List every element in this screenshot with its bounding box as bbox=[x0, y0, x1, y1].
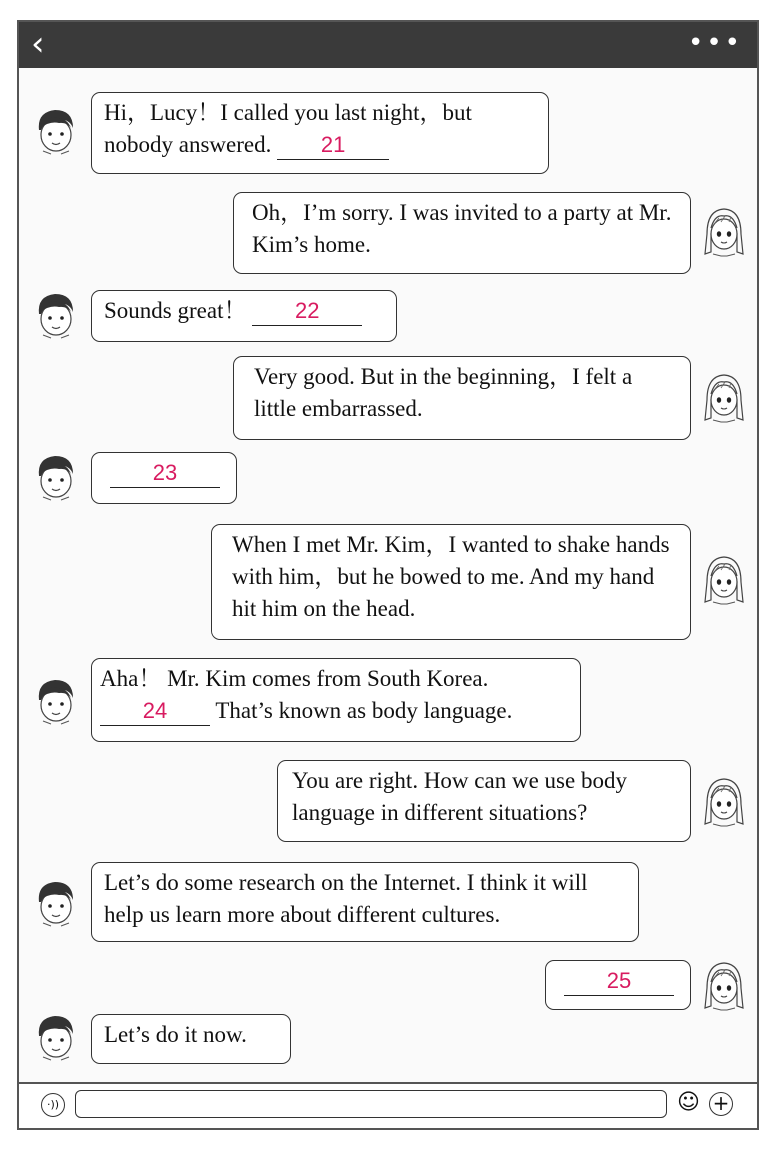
girl-avatar-icon bbox=[701, 370, 747, 426]
message-bubble-5 bbox=[91, 452, 237, 504]
voice-input-icon[interactable]: ·)) bbox=[41, 1093, 65, 1117]
message-text: Sounds great！ bbox=[104, 298, 247, 323]
girl-avatar-icon bbox=[701, 958, 747, 1014]
more-options-icon[interactable]: ••• bbox=[687, 28, 743, 58]
emoji-icon[interactable]: ☺ bbox=[677, 1090, 700, 1115]
message-text: You are right. How can we use body language in different situations? bbox=[292, 768, 627, 825]
message-text: When I met Mr. Kim，I wanted to shake hands with him，but he bowed to me. And my hand hit him on the head. bbox=[232, 532, 670, 621]
input-bar bbox=[19, 1082, 757, 1128]
add-attachment-icon[interactable]: + bbox=[709, 1092, 733, 1116]
message-bubble-11 bbox=[91, 1014, 291, 1064]
message-bubble-1 bbox=[91, 92, 549, 174]
answer-blank-22: 22 bbox=[252, 297, 362, 326]
chat-screen bbox=[17, 20, 759, 1130]
message-text: Let’s do some research on the Internet. I think it will help us learn more about different cultures. bbox=[104, 870, 588, 927]
boy-avatar-icon bbox=[33, 104, 79, 160]
message-text: Aha！ Mr. Kim comes from South Korea. bbox=[100, 666, 489, 691]
boy-avatar-icon bbox=[33, 1010, 79, 1066]
message-bubble-2 bbox=[233, 192, 691, 274]
message-bubble-10 bbox=[545, 960, 691, 1010]
message-text: Very good. But in the beginning，I felt a little embarrassed. bbox=[254, 364, 633, 421]
message-text: Let’s do it now. bbox=[104, 1022, 247, 1047]
message-bubble-4 bbox=[233, 356, 691, 440]
answer-blank-24: 24 bbox=[100, 697, 210, 726]
message-input[interactable] bbox=[75, 1090, 667, 1118]
girl-avatar-icon bbox=[701, 204, 747, 260]
boy-avatar-icon bbox=[33, 674, 79, 730]
girl-avatar-icon bbox=[701, 774, 747, 830]
message-bubble-6 bbox=[211, 524, 691, 640]
answer-blank-21: 21 bbox=[277, 131, 389, 160]
message-bubble-9 bbox=[91, 862, 639, 942]
girl-avatar-icon bbox=[701, 552, 747, 608]
boy-avatar-icon bbox=[33, 876, 79, 932]
message-text: Hi，Lucy！I called you last night，but nobody answered. bbox=[104, 100, 472, 157]
message-bubble-7 bbox=[91, 658, 581, 742]
message-text: That’s known as body language. bbox=[210, 698, 513, 723]
back-arrow-icon[interactable]: ‹ bbox=[31, 24, 45, 64]
message-text: Oh，I’m sorry. I was invited to a party at Mr. Kim’s home. bbox=[252, 200, 672, 257]
boy-avatar-icon bbox=[33, 450, 79, 506]
message-bubble-3 bbox=[91, 290, 397, 342]
boy-avatar-icon bbox=[33, 288, 79, 344]
message-bubble-8 bbox=[277, 760, 691, 842]
top-bar bbox=[19, 22, 757, 68]
answer-blank-25: 25 bbox=[564, 967, 674, 996]
answer-blank-23: 23 bbox=[110, 459, 220, 488]
